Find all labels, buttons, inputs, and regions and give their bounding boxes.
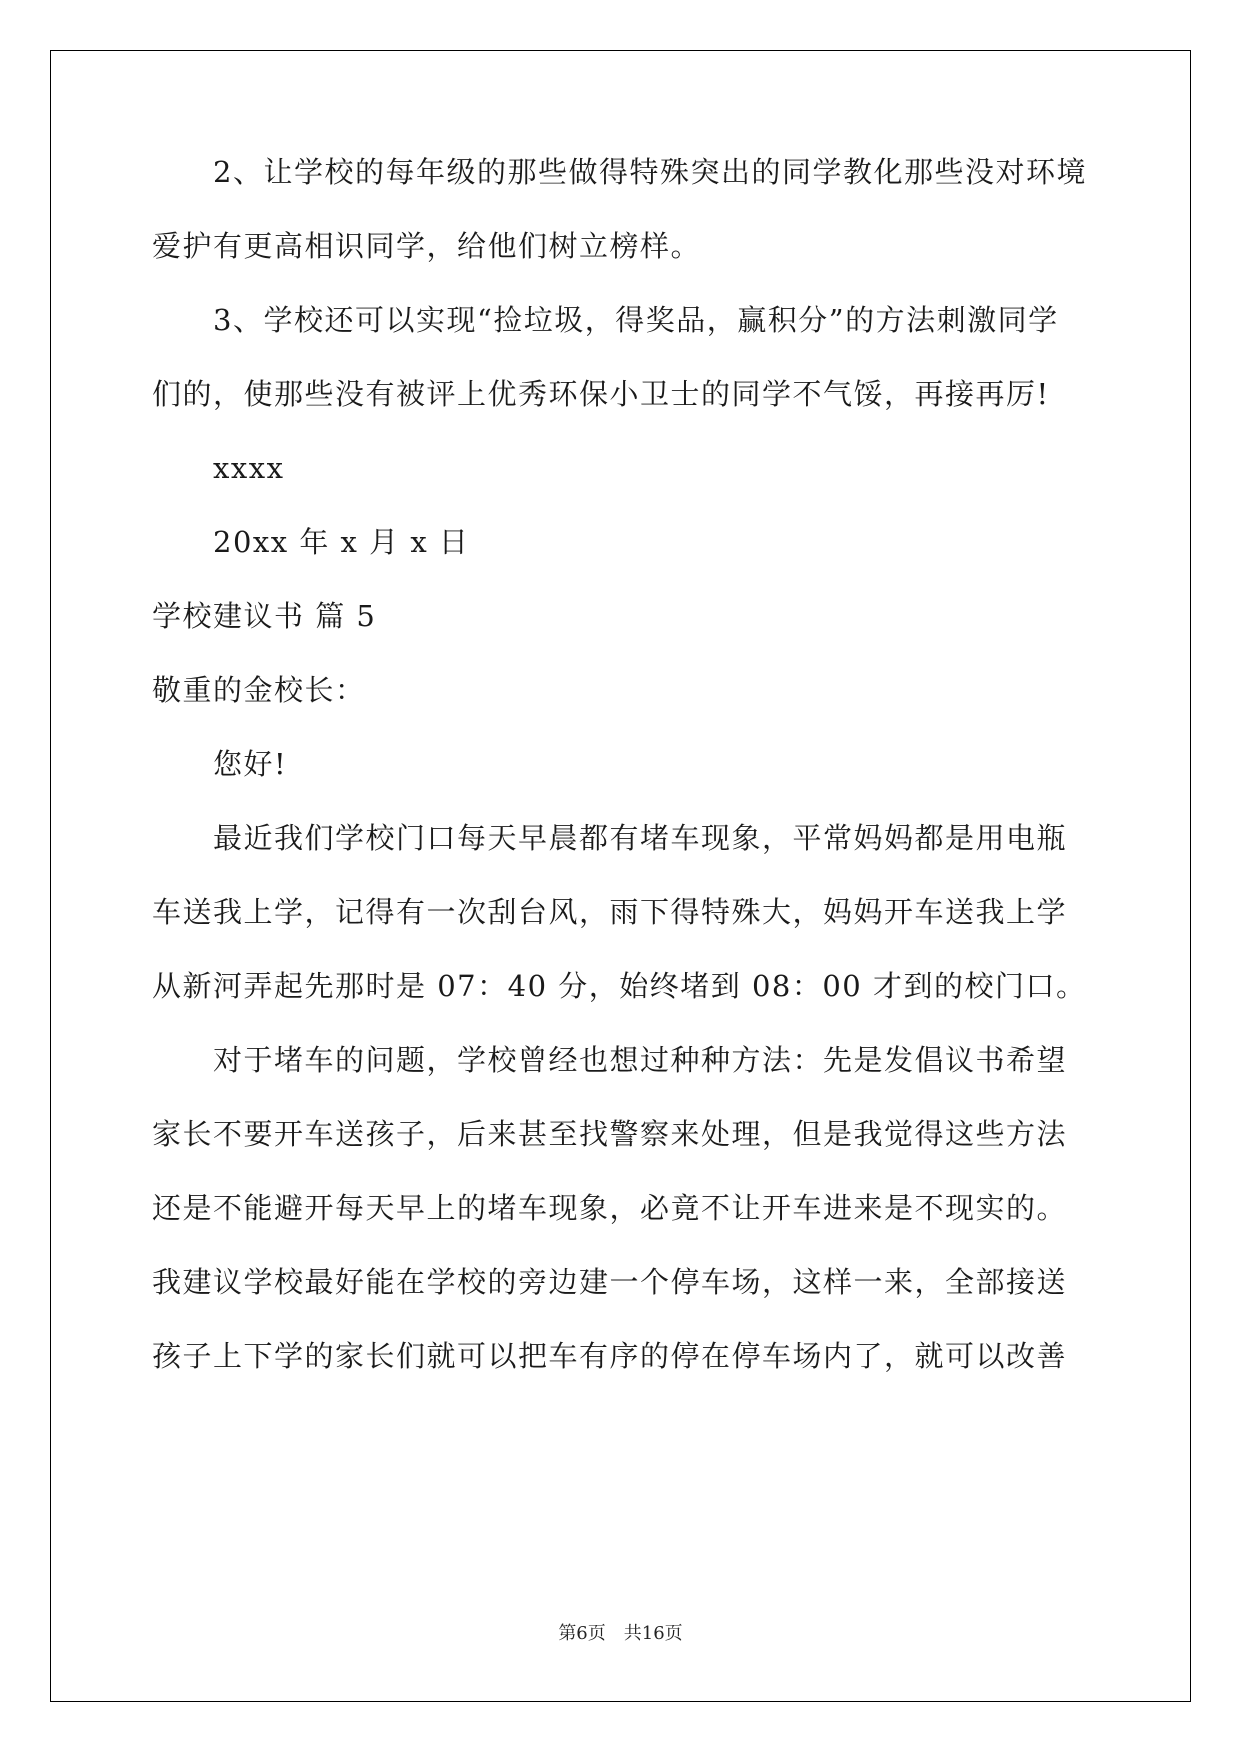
paragraph-line: 3、学校还可以实现“捡垃圾，得奖品，赢积分”的方法刺激同学 [213,303,1059,337]
paragraph-line: 从新河弄起先那时是 07：40 分，始终堵到 08：00 才到的校门口。 [152,969,1087,1003]
paragraph-line: 家长不要开车送孩子，后来甚至找警察来处理，但是我觉得这些方法 [152,1117,1068,1151]
paragraph-line: 爱护有更高相识同学，给他们树立榜样。 [152,229,702,263]
section-heading: 学校建议书 篇 5 [152,599,377,633]
paragraph-line: 们的，使那些没有被评上优秀环保小卫士的同学不气馁，再接再厉! [152,377,1050,411]
greeting-line: 您好! [213,747,288,781]
page-number-current: 第6页 [558,1623,606,1644]
paragraph-line: 我建议学校最好能在学校的旁边建一个停车场，这样一来，全部接送 [152,1265,1068,1299]
paragraph-line: 车送我上学，记得有一次刮台风，雨下得特殊大，妈妈开车送我上学 [152,895,1068,929]
signature-line: xxxx [213,451,285,485]
page-number-total: 共16页 [623,1623,683,1644]
paragraph-line: 2、让学校的每年级的那些做得特殊突出的同学教化那些没对环境 [213,155,1087,189]
salutation-line: 敬重的金校长： [152,673,366,707]
paragraph-line: 孩子上下学的家长们就可以把车有序的停在停车场内了，就可以改善 [152,1339,1068,1373]
page-border [50,50,1191,1702]
date-line: 20xx 年 x 月 x 日 [213,525,470,559]
page-footer [0,1622,1241,1646]
paragraph-line: 还是不能避开每天早上的堵车现象，必竟不让开车进来是不现实的。 [152,1191,1068,1225]
paragraph-line: 最近我们学校门口每天早晨都有堵车现象，平常妈妈都是用电瓶 [213,821,1068,855]
paragraph-line: 对于堵车的问题，学校曾经也想过种种方法：先是发倡议书希望 [213,1043,1068,1077]
